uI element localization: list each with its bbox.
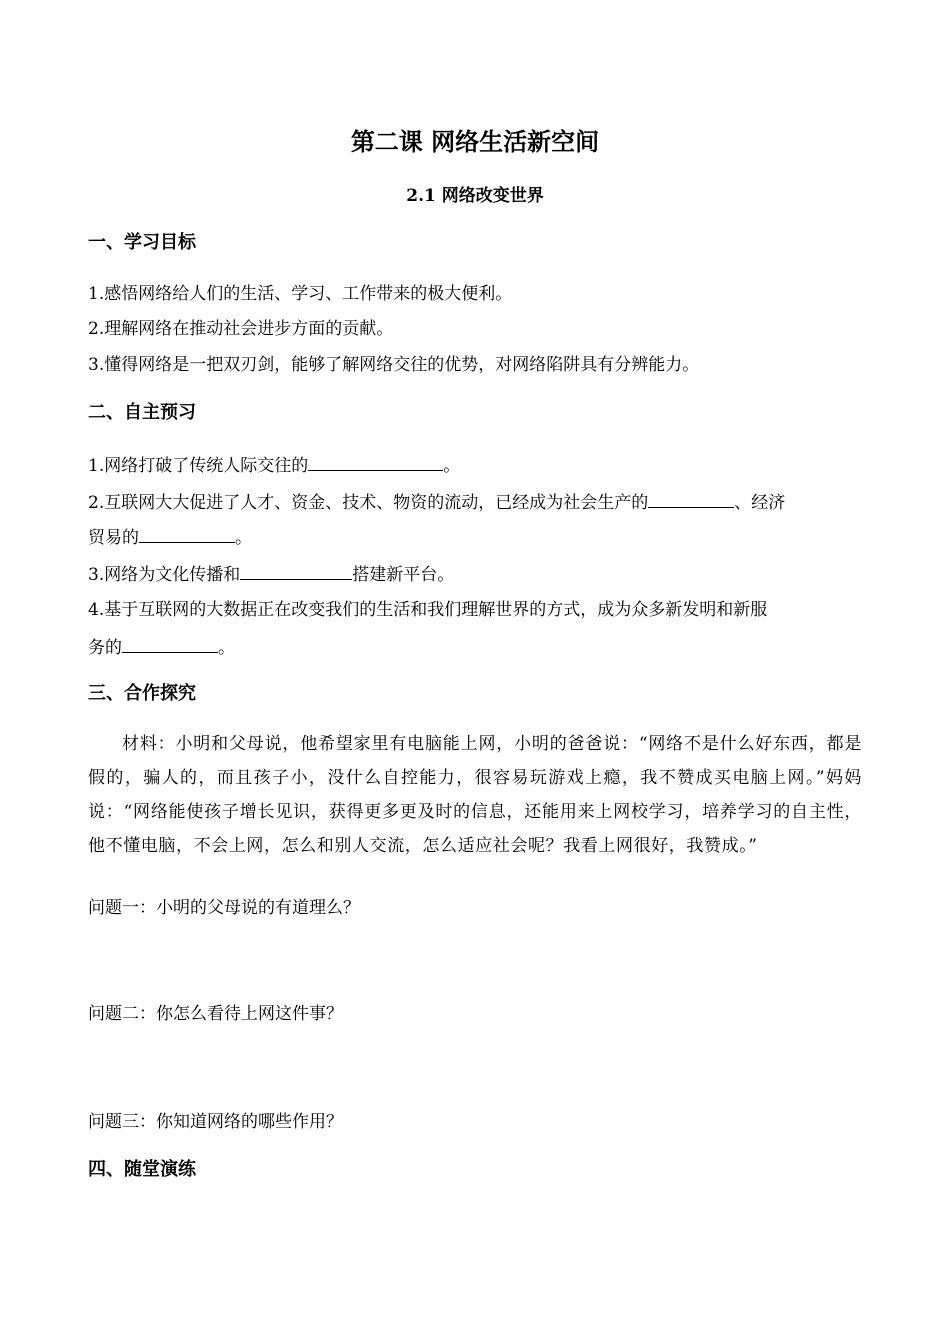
- fill-blank[interactable]: [308, 450, 443, 471]
- preview-question-1: [88, 450, 460, 480]
- objective-item: 2.理解网络在推动社会进步方面的贡献。: [88, 319, 394, 339]
- section-heading-cooperation: 三、合作探究: [88, 683, 196, 704]
- question-text: 3.网络为文化传播和: [88, 565, 241, 585]
- objective-item: 3.懂得网络是一把双刃剑，能够了解网络交往的优势，对网络陷阱具有分辨能力。: [88, 355, 700, 375]
- question-text: 2.互联网大大促进了人才、资金、技术、物资的流动，已经成为社会生产的: [88, 493, 649, 513]
- discussion-question-2: 问题二：你怎么看待上网这件事？: [88, 1004, 343, 1024]
- preview-question-4-cont: [88, 632, 235, 662]
- section-heading-preview: 二、自主预习: [88, 402, 196, 423]
- question-text: 。: [218, 638, 235, 658]
- discussion-question-1: 问题一：小明的父母说的有道理么？: [88, 898, 360, 918]
- section-heading-practice: 四、随堂演练: [88, 1159, 196, 1180]
- material-paragraph: 材料：小明和父母说，他希望家里有电脑能上网，小明的爸爸说：“网络不是什么好东西，都是假的，骗人的，而且孩子小，没什么自控能力，很容易玩游戏上瘾，我不赞成买电脑上网。”妈妈说：“网络能使孩子增长见识，获得更多更及时的信息，还能用来上网校学习，培养学习的自主性，他不懂电脑，不会上网，怎么和别人交流，怎么适应社会呢？我看上网很好，我赞成。”: [88, 734, 862, 856]
- fill-blank[interactable]: [648, 487, 734, 508]
- lesson-subtitle: 2.1 网络改变世界: [406, 186, 544, 206]
- question-text: 搭建新平台。: [352, 565, 455, 585]
- preview-question-3: [88, 559, 454, 589]
- fill-blank[interactable]: [122, 632, 218, 653]
- question-text: 。: [443, 456, 461, 476]
- section-heading-objectives: 一、学习目标: [88, 232, 196, 253]
- fill-blank[interactable]: [139, 522, 235, 543]
- question-text: 务的: [88, 638, 122, 658]
- objective-item: 1.感悟网络给人们的生活、学习、工作带来的极大便利。: [88, 284, 513, 304]
- fill-blank[interactable]: [240, 559, 352, 580]
- question-text: 。: [235, 528, 252, 548]
- discussion-question-3: 问题三：你知道网络的哪些作用？: [88, 1112, 343, 1132]
- preview-question-2-cont: [88, 522, 252, 552]
- lesson-title: 第二课 网络生活新空间: [350, 128, 600, 156]
- question-text: 贸易的: [88, 528, 139, 548]
- preview-question-2: [88, 487, 785, 517]
- question-text: 、经济: [734, 493, 786, 513]
- preview-question-4: 4.基于互联网的大数据正在改变我们的生活和我们理解世界的方式，成为众多新发明和新服: [88, 600, 768, 620]
- question-text: 1.网络打破了传统人际交往的: [88, 456, 309, 476]
